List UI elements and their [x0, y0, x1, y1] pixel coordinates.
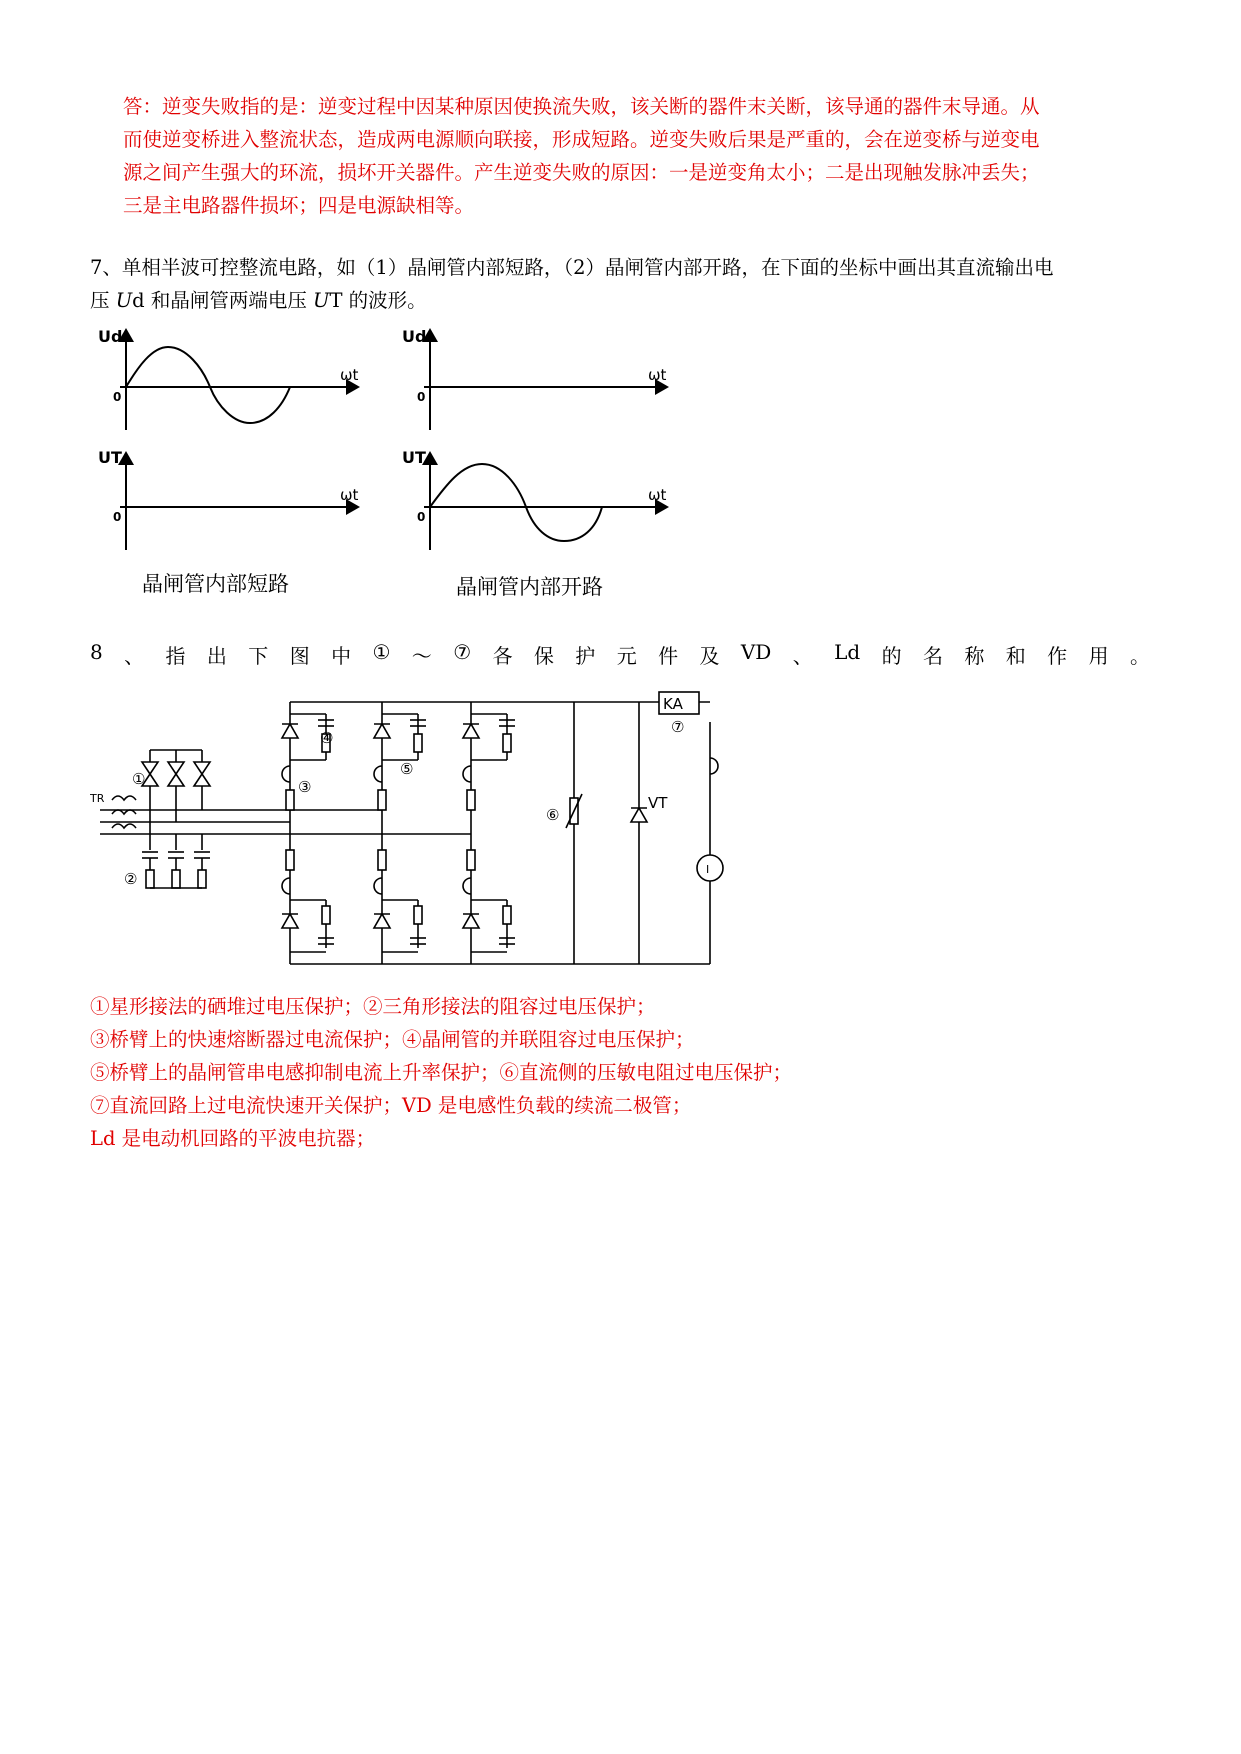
q7-text: 压 [90, 289, 116, 312]
ut-label: UT [402, 448, 426, 467]
marker-1: ① [132, 770, 146, 788]
resistor-symbol [322, 906, 330, 924]
wt-label: ωt [340, 486, 359, 504]
resistor-symbol [414, 906, 422, 924]
zero-label: 0 [417, 510, 426, 524]
inductor-symbol [374, 766, 382, 782]
waveform-figure [90, 325, 710, 595]
transformer-label: TR [90, 792, 105, 805]
thyristor-symbol [463, 724, 479, 738]
zero-label: 0 [113, 390, 122, 404]
thyristor-symbol [463, 914, 479, 928]
question-8-char: ① [372, 640, 391, 664]
rc-delta-network [142, 834, 210, 888]
question-8-char: ⑦ [453, 640, 472, 664]
marker-2: ② [124, 870, 138, 888]
question-8-char: 保 [533, 644, 554, 668]
question-8 [90, 640, 1150, 669]
protection-circuit-diagram [90, 690, 750, 980]
zero-label: 0 [113, 510, 122, 524]
inductor-symbol [463, 766, 471, 782]
question-8-char: 和 [1005, 644, 1026, 668]
answer-6-line: 答：逆变失败指的是：逆变过程中因某种原因使换流失败，该关断的器件末关断，该导通的器件末导通。从 [123, 95, 1040, 118]
ut-label: UT [98, 448, 122, 467]
q7-text: 的波形。 [342, 289, 427, 312]
question-8-char: 元 [616, 644, 637, 668]
question-8-char: 下 [248, 644, 269, 668]
inductor-symbol [282, 766, 290, 782]
ut-open-waveform [430, 464, 602, 541]
fuse-symbol [467, 790, 475, 810]
answer-6-line: 三是主电路器件损坏；四是电源缺相等。 [123, 194, 475, 217]
motor-label: I [706, 863, 710, 876]
ud-short-waveform [126, 347, 290, 423]
marker-4: ④ [320, 729, 334, 747]
wt-label: ωt [648, 486, 667, 504]
question-8-char: 图 [289, 644, 310, 668]
question-8-char: 用 [1088, 644, 1109, 668]
answer-8-line: ③桥臂上的快速熔断器过电流保护；④晶闸管的并联阻容过电压保护； [90, 1028, 695, 1051]
inductor-symbol [374, 878, 382, 894]
transformer-winding [112, 796, 136, 828]
question-8-char: 的 [881, 644, 902, 668]
zero-label: 0 [417, 390, 426, 404]
wt-label: ωt [648, 366, 667, 384]
answer-8-line: ⑦直流回路上过电流快速开关保护；VD 是电感性负载的续流二极管； [90, 1094, 692, 1117]
wt-label: ωt [340, 366, 359, 384]
answer-8 [90, 990, 792, 1155]
question-8-char: 名 [923, 644, 943, 668]
thyristor-symbol [282, 724, 298, 738]
marker-7: ⑦ [671, 718, 685, 736]
marker-3: ③ [298, 778, 312, 796]
fuse-symbol [286, 790, 294, 810]
fuse-symbol [378, 850, 386, 870]
question-8-char: 、 [124, 644, 145, 668]
resistor-symbol [503, 734, 511, 752]
ut-subscript: T [329, 289, 343, 312]
vt-label: VT [648, 794, 668, 812]
question-7 [90, 251, 1053, 317]
question-8-char: 出 [206, 644, 227, 668]
marker-5: ⑤ [400, 760, 414, 778]
motor-symbol [697, 855, 723, 881]
question-8-char: 件 [658, 644, 679, 668]
answer-6-line: 源之间产生强大的环流，损坏开关器件。产生逆变失败的原因：一是逆变角太小；二是出现触发脉冲丢失； [123, 161, 1040, 184]
thyristor-symbol [282, 914, 298, 928]
caption-open-circuit: 晶闸管内部开路 [456, 575, 603, 599]
answer-6 [123, 90, 1040, 222]
marker-6: ⑥ [546, 806, 560, 824]
question-8-char: 作 [1047, 644, 1068, 668]
caption-short-circuit: 晶闸管内部短路 [142, 572, 289, 596]
ud-subscript: d [132, 289, 145, 312]
question-7-line-1: 7、单相半波可控整流电路，如（1）晶闸管内部短路，（2）晶闸管内部开路，在下面的坐标中画出其直流输出电 [90, 256, 1054, 279]
answer-8-line: ⑤桥臂上的晶闸管串电感抑制电流上升率保护；⑥直流侧的压敏电阻过电压保护； [90, 1061, 793, 1084]
answer-6-line: 而使逆变桥进入整流状态，造成两电源顺向联接，形成短路。逆变失败后果是严重的，会在逆变桥与逆变电 [123, 128, 1040, 151]
question-8-char: 指 [165, 644, 186, 668]
question-7-line-2 [90, 284, 1053, 317]
resistor-symbol [414, 734, 422, 752]
question-8-char: 及 [699, 644, 720, 668]
thyristor-symbol [374, 914, 390, 928]
ud-label: Ud [98, 327, 123, 346]
ut-variable: U [313, 289, 330, 312]
question-8-char: 。 [1129, 644, 1150, 668]
ka-label: KA [663, 695, 683, 713]
ud-label: Ud [402, 327, 427, 346]
fuse-symbol [378, 790, 386, 810]
question-8-char: 护 [575, 644, 596, 668]
fuse-symbol [286, 850, 294, 870]
inductor-symbol [463, 878, 471, 894]
answer-8-line: Ld 是电动机回路的平波电抗器； [90, 1127, 376, 1150]
question-8-char: 中 [331, 644, 352, 668]
ud-variable: U [115, 289, 133, 312]
question-8-char: ～ [411, 644, 432, 668]
vt-diode-symbol [631, 808, 647, 822]
resistor-symbol [503, 906, 511, 924]
question-8-char: VD [740, 640, 772, 664]
question-8-char: 8 [90, 640, 103, 664]
q7-text: 和晶闸管两端电压 [144, 289, 314, 312]
question-8-char: 各 [492, 644, 513, 668]
thyristor-symbol [374, 724, 390, 738]
ld-reactor-symbol [710, 758, 718, 774]
question-8-char: 称 [964, 644, 985, 668]
question-8-char: 、 [792, 644, 813, 668]
answer-8-line: ①星形接法的硒堆过电压保护；②三角形接法的阻容过电压保护； [90, 995, 656, 1018]
question-8-char: Ld [834, 640, 861, 664]
inductor-symbol [282, 878, 290, 894]
fuse-symbol [467, 850, 475, 870]
